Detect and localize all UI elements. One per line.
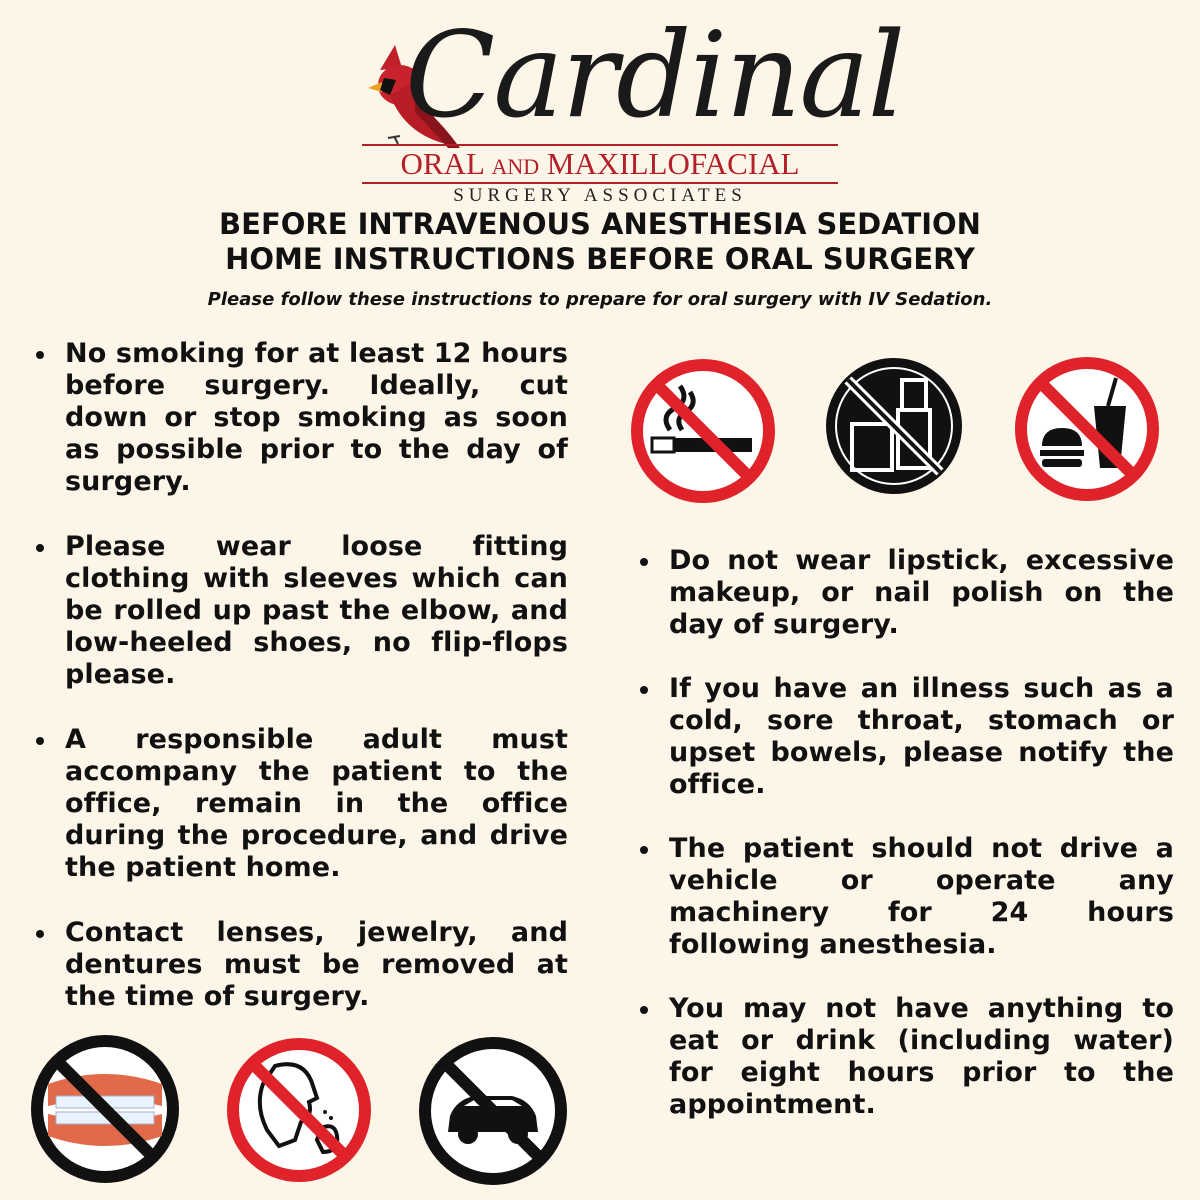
no-dentures-icon bbox=[30, 1034, 180, 1184]
logo-oral: ORAL bbox=[400, 146, 484, 181]
right-instructions-list bbox=[634, 545, 1174, 1121]
logo-oral-maxillofacial bbox=[362, 147, 838, 184]
logo-script-name: Cardinal bbox=[405, 6, 904, 144]
list-item: You may not have anything to eat or drink (including water) for eight hours prior to the appointment. bbox=[634, 993, 1174, 1121]
page-subtitle: Please follow these instructions to prepare for oral surgery with IV Sedation. bbox=[207, 289, 993, 310]
no-makeup-icon bbox=[820, 352, 968, 500]
logo-and: AND bbox=[491, 154, 540, 179]
logo-surgery-associates: SURGERY ASSOCIATES bbox=[453, 185, 747, 206]
logo-maxillofacial: MAXILLOFACIAL bbox=[546, 146, 800, 181]
page-title-line1: BEFORE INTRAVENOUS ANESTHESIA SEDATION bbox=[219, 207, 981, 241]
list-item: If you have an illness such as a cold, sore throat, stomach or upset bowels, please notify the office. bbox=[634, 673, 1174, 801]
left-instructions-list bbox=[30, 338, 568, 1013]
no-driving-icon bbox=[418, 1036, 568, 1186]
list-item: A responsible adult must accompany the patient to the office, remain in the office during the procedure, and drive the patient home. bbox=[30, 724, 568, 884]
list-item: Do not wear lipstick, excessive makeup, or nail polish on the day of surgery. bbox=[634, 545, 1174, 641]
no-food-drink-icon bbox=[1014, 356, 1160, 502]
list-item: The patient should not drive a vehicle or operate any machinery for 24 hours following anesthesia. bbox=[634, 833, 1174, 961]
no-illness-icon bbox=[225, 1036, 373, 1184]
list-item: No smoking for at least 12 hours before surgery. Ideally, cut down or stop smoking as soon as possible prior to the day of surgery. bbox=[30, 338, 568, 498]
page-title-line2: HOME INSTRUCTIONS BEFORE ORAL SURGERY bbox=[225, 242, 975, 276]
list-item: Please wear loose fitting clothing with sleeves which can be rolled up past the elbow, and low-heeled shoes, no flip-flops please. bbox=[30, 531, 568, 691]
no-smoking-icon bbox=[630, 358, 776, 504]
list-item: Contact lenses, jewelry, and dentures must be removed at the time of surgery. bbox=[30, 917, 568, 1013]
